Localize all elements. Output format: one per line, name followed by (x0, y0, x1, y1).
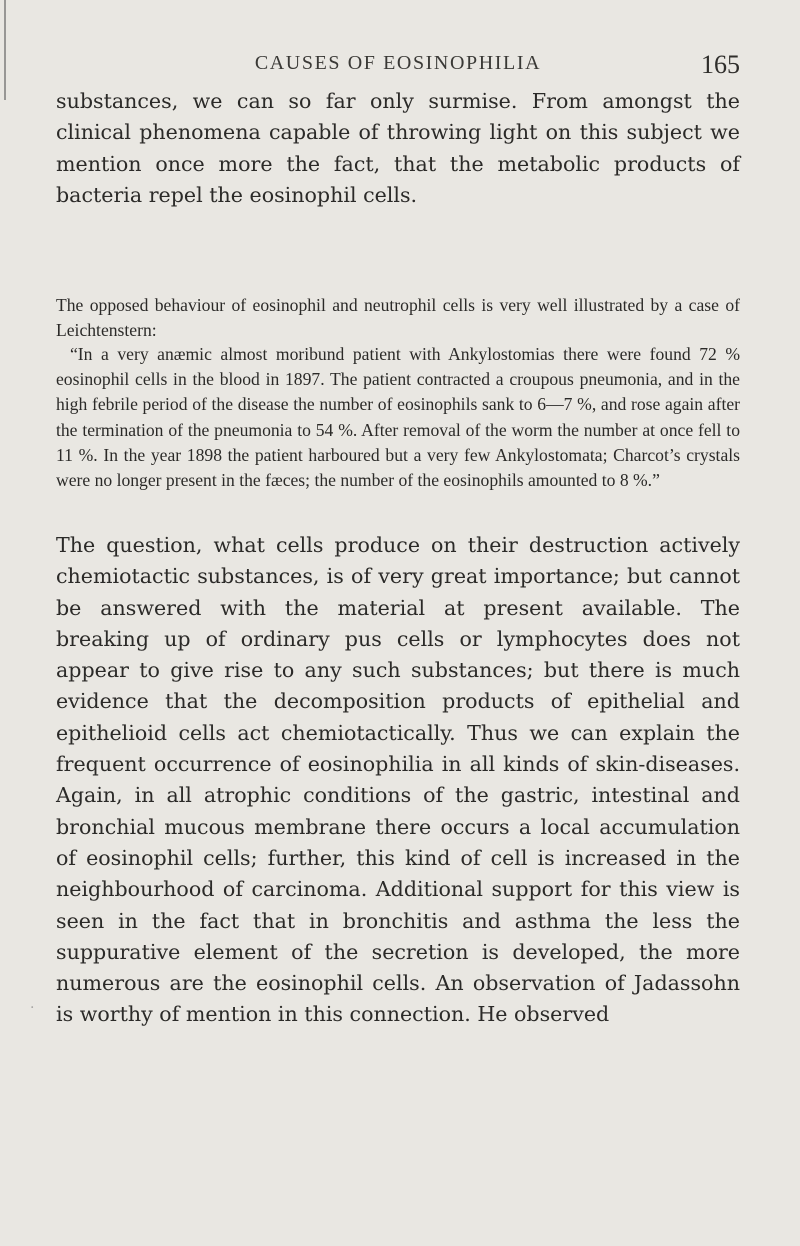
quoted-case-report: “In a very anæmic almost moribund patient with Ankylostomias there were found 72 % eosinophil cells in the blood in 1897. The patient contracted a croupous pneumonia, and in the high febrile period of the disease the number of eosinophils sank to 6—7 %, and rose again after the termination of the pneumonia to 54 %. After removal of the worm the number at once fell to 11 %. In the year 1898 the patient harboured but a very few Ankylostomata; Charcot’s crystals were no longer present in the fæces; the number of the eosinophils amounted to 8 %.” (56, 344, 740, 491)
body-paragraph-1: substances, we can so far only surmise. From amongst the clinical phenomena capable of throwing light on this subject we mention once more the fact, that the metabolic products of bacteria repel the eosinophil cells. (56, 89, 740, 207)
body-paragraph-3: The question, what cells produce on their destruction actively chemiotactic substances, is of very great importance; but cannot be answered with the material at present available. The breaking up of ordinary pus cells or lymphocytes does not appear to give rise to any such substances; but there is much evidence that the decomposition products of epithelial and epithelioid cells act chemiotactically. Thus we can explain the frequent occurrence of eosinophilia in all kinds of skin-diseases. Again, in all atrophic conditions of the gastric, intestinal and bronchial mucous membrane there occurs a local accumulation of eosinophil cells; further, this kind of cell is increased in the neighbourhood of carcinoma. Additional support for this view is seen in the fact that in bronchitis and asthma the less the suppurative element of the secretion is developed, the more numerous are the eosinophil cells. An observation of Jadassohn is worthy of mention in this connection. He observed (56, 533, 740, 1027)
margin-speck: · (30, 1000, 35, 1016)
scan-edge-line (4, 0, 6, 100)
page-header (56, 52, 740, 82)
running-head: CAUSES OF EOSINOPHILIA (254, 52, 542, 74)
page-number: 165 (701, 50, 740, 79)
body-paragraph-2: The opposed behaviour of eosinophil and neutrophil cells is very well illustrated by a case of Leichtenstern: (56, 295, 740, 341)
